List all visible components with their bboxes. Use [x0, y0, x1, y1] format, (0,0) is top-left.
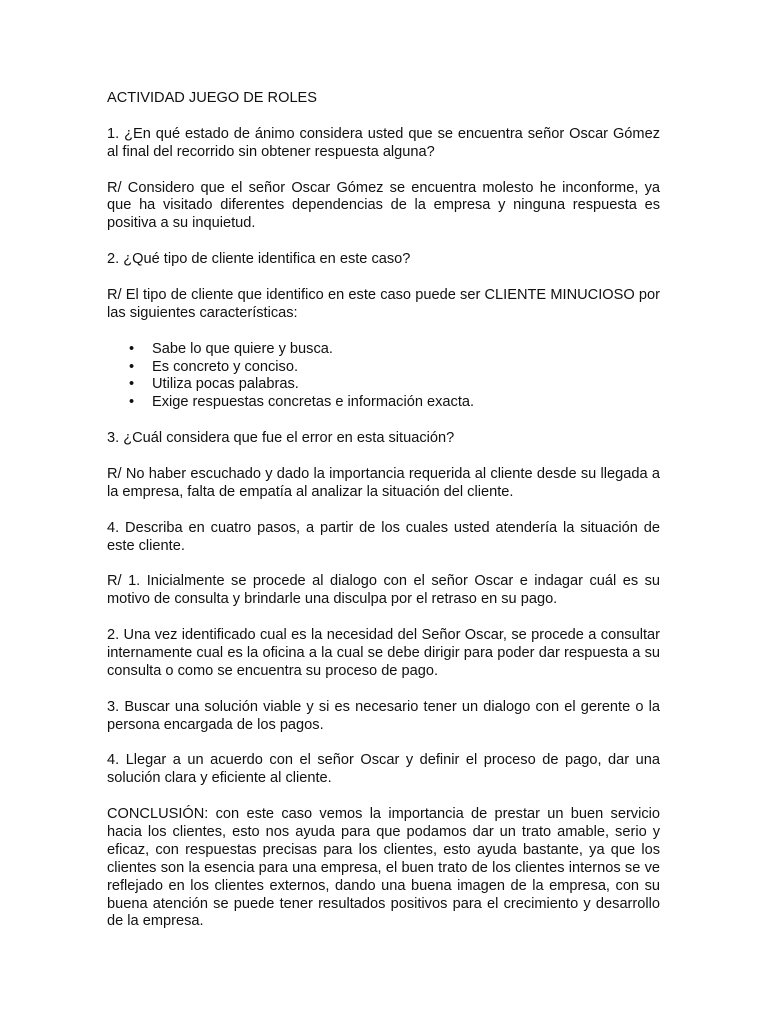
bullet-icon: • [129, 358, 135, 375]
answer-4-step-3: 3. Buscar una solución viable y si es necesario tener un dialogo con el gerente o la persona encargada de los pagos. [107, 698, 660, 733]
bullet-icon: • [129, 340, 135, 357]
conclusion: CONCLUSIÓN: con este caso vemos la importancia de prestar un buen servicio hacia los clientes, esto nos ayuda para que podamos dar un trato amable, serio y eficaz, con respuestas precisas para los clientes, esto ayuda bastante, ya que los clientes son la esencia para una empresa, el buen trato de los clientes internos se ve reflejado en los clientes externos, dando una buena imagen de la empresa, con su buena atención se puede tener resultados positivos para el crecimiento y desarrollo de la empresa. [107, 806, 660, 930]
list-item [107, 394, 660, 412]
answer-4-step-2: 2. Una vez identificado cual es la necesidad del Señor Oscar, se procede a consultar internamente cual es la oficina a la cual se debe dirigir para poder dar respuesta a su consulta o como se encuentra su proceso de pago. [107, 627, 660, 679]
answer-2: R/ El tipo de cliente que identifico en este caso puede ser CLIENTE MINUCIOSO por las siguientes características: [107, 286, 660, 321]
list-item [107, 359, 660, 377]
list-item-text: Exige respuestas concretas e información exacta. [152, 394, 475, 411]
list-item [107, 376, 660, 394]
document-title: ACTIVIDAD JUEGO DE ROLES [107, 90, 318, 106]
bullet-icon: • [129, 394, 135, 411]
question-1: 1. ¿En qué estado de ánimo considera usted que se encuentra señor Oscar Gómez al final del recorrido sin obtener respuesta alguna? [107, 125, 660, 160]
answer-4-step-4: 4. Llegar a un acuerdo con el señor Oscar y definir el proceso de pago, dar una solución clara y eficiente al cliente. [107, 752, 660, 787]
answer-4-step-1: R/ 1. Inicialmente se procede al dialogo con el señor Oscar e indagar cuál es su motivo de consulta y brindarle una disculpa por el retraso en su pago. [107, 573, 660, 608]
document-page [107, 90, 660, 949]
question-2: 2. ¿Qué tipo de cliente identifica en este caso? [107, 251, 411, 268]
list-item [107, 341, 660, 359]
answer-3: R/ No haber escuchado y dado la importancia requerida al cliente desde su llegada a la empresa, falta de empatía al analizar la situación del cliente. [107, 465, 660, 500]
list-item-text: Sabe lo que quiere y busca. [152, 340, 333, 357]
bullet-icon: • [129, 376, 135, 393]
list-item-text: Es concreto y conciso. [152, 358, 299, 375]
question-3: 3. ¿Cuál considera que fue el error en esta situación? [107, 430, 455, 447]
answer-1: R/ Considero que el señor Oscar Gómez se encuentra molesto he inconforme, ya que ha visitado diferentes dependencias de la empresa y ninguna respuesta es positiva a su inquietud. [107, 179, 660, 232]
characteristics-list [107, 341, 660, 413]
question-4: 4. Describa en cuatro pasos, a partir de los cuales usted atendería la situación de este cliente. [107, 519, 660, 554]
list-item-text: Utiliza pocas palabras. [152, 376, 299, 393]
